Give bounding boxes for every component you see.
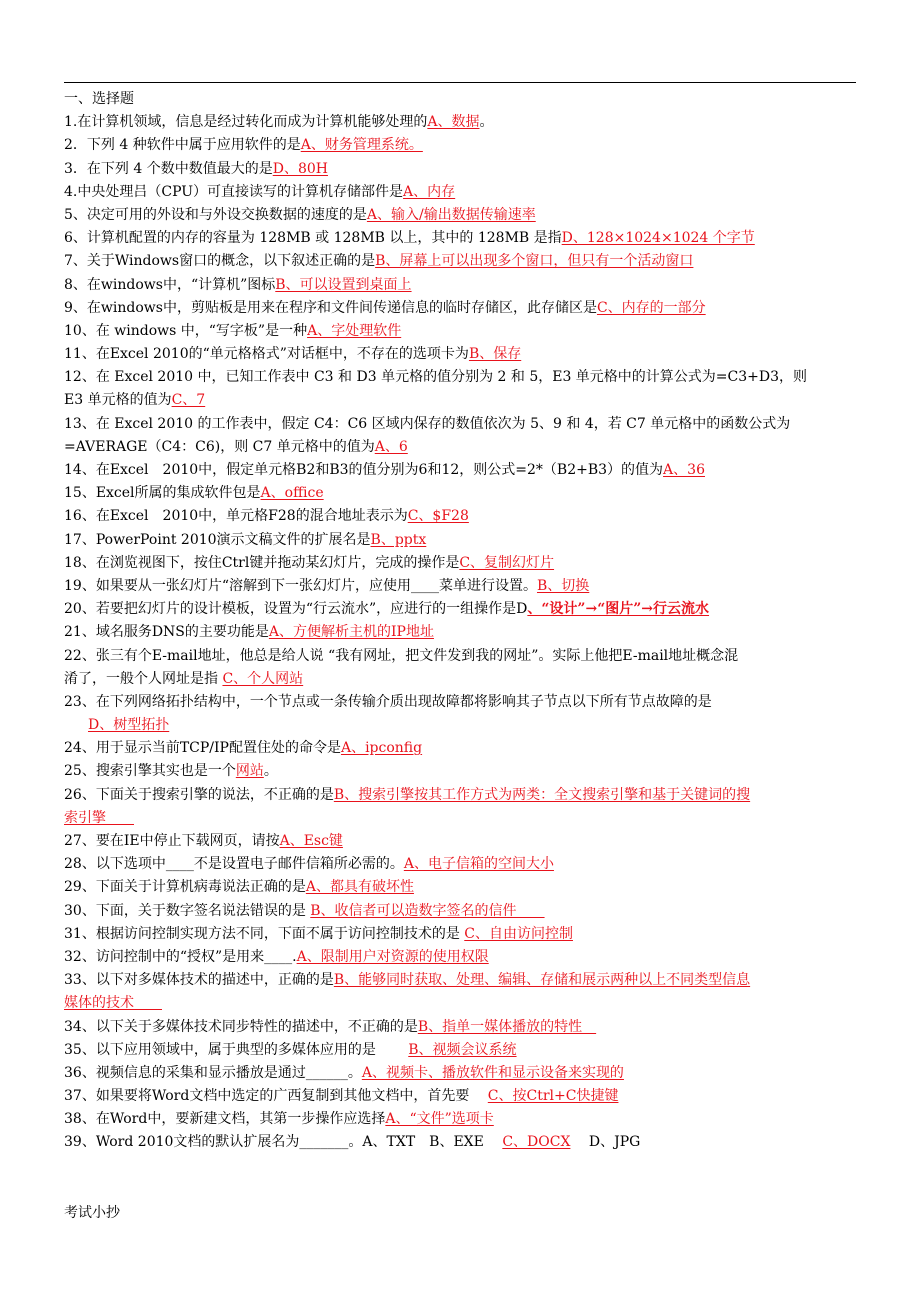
question-line <box>64 204 856 227</box>
question-line <box>64 598 856 621</box>
question-list <box>64 88 856 1155</box>
question-line <box>64 946 856 969</box>
question-text: =AVERAGE（C4：C6)，则 C7 单元格中的值为 <box>64 438 375 455</box>
question-line <box>64 969 856 992</box>
question-line <box>64 1131 856 1154</box>
question-line <box>64 181 856 204</box>
question-line <box>64 1062 856 1085</box>
answer-text: C、个人网站 <box>222 670 304 687</box>
question-line <box>64 134 856 157</box>
question-line <box>64 366 856 389</box>
answer-text: C、自由访问控制 <box>464 925 573 942</box>
question-line <box>64 250 856 273</box>
question-line <box>64 227 856 250</box>
trailing-text: 。 <box>479 114 494 131</box>
answer-text: A、office <box>260 485 324 502</box>
answer-text: 、“设计”→“图片”→行云流水 <box>527 601 710 618</box>
answer-text: A、财务管理系统。 <box>300 137 423 154</box>
question-text: 31、根据访问控制实现方法不同，下面不属于访问控制技术的是 <box>64 925 465 942</box>
question-text: 34、以下关于多媒体技术同步特性的描述中，不正确的是 <box>64 1018 418 1035</box>
question-line <box>64 413 856 436</box>
answer-text: 媒体的技术 <box>64 995 162 1012</box>
question-text: 4.中央处理吕（CPU）可直接读写的计算机存储部件是 <box>64 183 404 200</box>
question-line <box>64 1016 856 1039</box>
answer-text: C、复制幻灯片 <box>459 554 555 571</box>
trailing-text: 。 <box>263 763 278 780</box>
question-text: 18、在浏览视图下，按住Ctrl键并拖动某幻灯片，完成的操作是 <box>64 554 460 571</box>
question-line <box>64 645 856 668</box>
answer-text: B、能够同时获取、处理、编辑、存储和展示两种以上不同类型信息 <box>333 972 751 989</box>
answer-text: C、按Ctrl+C快捷键 <box>487 1088 619 1105</box>
question-line <box>64 737 856 760</box>
question-text: 35、以下应用领域中，属于典型的多媒体应用的是 <box>64 1041 409 1058</box>
answer-text: B、指单一媒体播放的特性 <box>417 1018 597 1035</box>
question-text: 6、计算机配置的内存的容量为 128MB 或 128MB 以上，其中的 128MB 是指 <box>64 230 562 247</box>
question-text: 3．在下列 4 个数中数值最大的是 <box>64 160 273 177</box>
question-line <box>64 760 856 783</box>
question-line <box>64 621 856 644</box>
question-text: 5、决定可用的外设和与外设交换数据的速度的是 <box>64 206 367 223</box>
question-line <box>64 900 856 923</box>
question-line <box>64 575 856 598</box>
section-title: 一、选择题 <box>64 91 134 107</box>
answer-text: C、$F28 <box>407 508 469 525</box>
question-text: 30、下面，关于数字签名说法错误的是 <box>64 902 311 919</box>
answer-text: A、输入/输出数据传输速率 <box>366 206 536 223</box>
answer-text: C、内存的一部分 <box>596 299 706 316</box>
question-text: 淆了，一般个人网址是指 <box>64 670 223 687</box>
answer-text: B、视频会议系统 <box>408 1041 517 1058</box>
question-text: 26、下面关于搜索引擎的说法，不正确的是 <box>64 786 334 803</box>
answer-text: B、切换 <box>536 577 590 594</box>
answer-text: C、7 <box>171 392 206 409</box>
answer-text: A、都具有破坏性 <box>305 879 414 896</box>
question-line <box>64 529 856 552</box>
question-line <box>64 552 856 575</box>
question-line <box>64 1108 856 1131</box>
answer-text: A、数据 <box>427 114 480 131</box>
answer-text: A、ipconfig <box>340 740 423 757</box>
question-line <box>64 158 856 181</box>
question-text: 28、以下选项中____不是设置电子邮件信箱所必需的。 <box>64 856 404 873</box>
question-text: 38、在Word中，要新建文档，其第一步操作应选择 <box>64 1111 386 1128</box>
question-text: 27、要在IE中停止下载网页，请按 <box>64 833 280 849</box>
header-rule <box>64 82 856 83</box>
answer-text: C、DOCX <box>502 1134 571 1151</box>
answer-text: A、36 <box>663 462 705 478</box>
question-line <box>64 1085 856 1108</box>
question-text: 36、视频信息的采集和显示播放是通过______。 <box>64 1064 362 1081</box>
question-text: 32、访问控制中的“授权”是用来____. <box>64 948 297 965</box>
question-line <box>64 876 856 899</box>
question-line <box>64 505 856 528</box>
question-line <box>64 668 856 691</box>
question-line <box>64 389 856 412</box>
question-line <box>64 830 856 853</box>
question-line <box>64 1039 856 1062</box>
question-line <box>64 923 856 946</box>
question-text: 7、关于Windows窗口的概念，以下叙述正确的是 <box>64 253 376 270</box>
question-text: 25、搜索引擎其实也是一个 <box>64 763 236 780</box>
answer-text: A、“文件”选项卡 <box>385 1111 494 1128</box>
question-text: 15、Excel所属的集成软件包是 <box>64 485 261 502</box>
question-text: 39、Word 2010文档的默认扩展名为_______。A、TXT B、EXE <box>64 1134 503 1151</box>
question-text: 11、在Excel 2010的“单元格格式”对话框中，不存在的选项卡为 <box>64 346 469 363</box>
question-text: 37、如果要将Word文档中选定的广西复制到其他文档中，首先要 <box>64 1088 488 1105</box>
question-line <box>64 784 856 807</box>
question-text: 14、在Excel 2010中，假定单元格B2和B3的值分别为6和12，则公式=2*（B2+B3）的值为 <box>64 462 664 478</box>
answer-text: A、6 <box>374 438 408 455</box>
answer-text: B、pptx <box>370 531 427 548</box>
question-text: 17、PowerPoint 2010演示文稿文件的扩展名是 <box>64 531 371 548</box>
question-line <box>64 807 856 830</box>
question-line <box>64 111 856 134</box>
question-text: 13、在 Excel 2010 的工作表中，假定 C4：C6 区域内保存的数值依次为 5、9 和 4，若 C7 单元格中的函数公式为 <box>64 415 791 432</box>
question-line <box>64 992 856 1015</box>
question-text: 16、在Excel 2010中，单元格F28的混合地址表示为 <box>64 508 408 525</box>
answer-text: A、字处理软件 <box>307 322 402 339</box>
answer-text: 索引擎 <box>64 809 134 826</box>
question-text: 33、以下对多媒体技术的描述中，正确的是 <box>64 972 334 989</box>
question-text: 10、在 windows 中，“写字板”是一种 <box>64 322 308 339</box>
question-line <box>64 274 856 297</box>
answer-text: B、保存 <box>468 346 522 363</box>
answer-text: A、视频卡、播放软件和显示设备来实现的 <box>361 1064 624 1081</box>
question-text: 20、若要把幻灯片的设计模板，设置为“行云流水”，应进行的一组操作是D <box>64 601 528 618</box>
answer-text: B、收信者可以造数字签名的信件 <box>310 902 545 919</box>
question-line <box>64 297 856 320</box>
answer-text: B、屏幕上可以出现多个窗口，但只有一个活动窗口 <box>375 253 694 270</box>
question-text: 8、在windows中，“计算机”图标 <box>64 276 276 293</box>
answer-text: B、搜索引擎按其工作方式为两类：全文搜索引擎和基于关键词的搜 <box>333 786 751 803</box>
question-lines <box>64 111 856 1154</box>
question-text: 12、在 Excel 2010 中，已知工作表中 C3 和 D3 单元格的值分别为 2 和 5，E3 单元格中的计算公式为=C3+D3，则 <box>64 369 808 386</box>
question-text: E3 单元格的值为 <box>64 392 172 409</box>
answer-text: A、Esc键 <box>279 833 343 849</box>
question-line <box>64 691 856 714</box>
question-text: 2．下列 4 种软件中属于应用软件的是 <box>64 137 301 154</box>
question-line <box>64 482 856 505</box>
answer-text: D、128×1024×1024 个字节 <box>561 230 755 247</box>
question-line <box>64 459 856 482</box>
question-text: 21、域名服务DNS的主要功能是 <box>64 624 269 641</box>
answer-text: A、限制用户对资源的使用权限 <box>296 948 489 965</box>
answer-text: D、80H <box>272 160 328 177</box>
question-line <box>64 853 856 876</box>
answer-text: A、内存 <box>403 183 456 200</box>
footer-text: 考试小抄 <box>64 1205 120 1221</box>
question-text: 9、在windows中，剪贴板是用来在程序和文件间传递信息的临时存储区，此存储区是 <box>64 299 597 316</box>
question-line <box>64 714 856 737</box>
question-text: 29、下面关于计算机病毒说法正确的是 <box>64 879 306 896</box>
question-line <box>64 320 856 343</box>
question-text: 22、张三有个E-mail地址，他总是给人说 “我有网址，把文件发到我的网址”。实际上他把E-mail地址概念混 <box>64 647 739 664</box>
answer-text: B、可以设置到桌面上 <box>275 276 412 293</box>
answer-text: D、树型拓扑 <box>88 717 170 734</box>
question-text: 1.在计算机领域，信息是经过转化而成为计算机能够处理的 <box>64 114 428 131</box>
question-line <box>64 436 856 459</box>
answer-text: A、方便解析主机的IP地址 <box>268 624 434 641</box>
question-text: 24、用于显示当前TCP/IP配置住处的命令是 <box>64 740 341 757</box>
question-line <box>64 343 856 366</box>
answer-text: 网站 <box>235 763 264 780</box>
question-text: 19、如果要从一张幻灯片“溶解到下一张幻灯片，应使用____菜单进行设置。 <box>64 577 537 594</box>
trailing-text: D、JPG <box>570 1134 641 1151</box>
question-text: 23、在下列网络拓扑结构中，一个节点或一条传输介质出现故障都将影响其子节点以下所有节点故障的是 <box>64 693 712 710</box>
answer-text: A、电子信箱的空间大小 <box>403 856 554 873</box>
